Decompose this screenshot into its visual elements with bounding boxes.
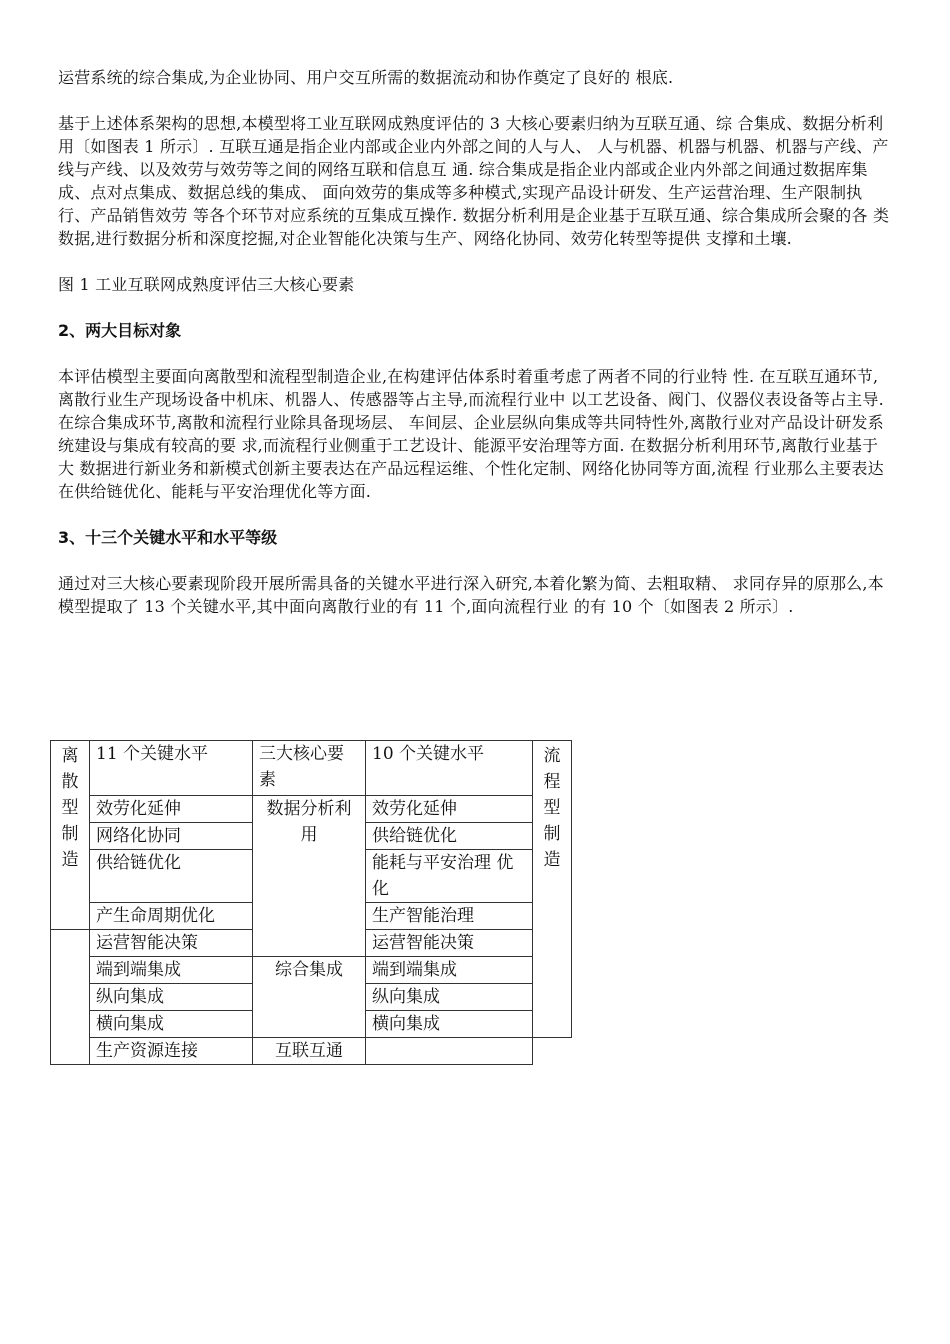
core-cell: 数据分析利用	[253, 796, 366, 957]
section-heading: 3、十三个关键水平和水平等级	[58, 528, 278, 547]
process-cell: 横向集成	[366, 1011, 533, 1038]
section-heading: 2、两大目标对象	[58, 321, 182, 340]
discrete-cell: 网络化协同	[90, 823, 253, 850]
discrete-cell: 横向集成	[90, 1011, 253, 1038]
process-cell: 纵向集成	[366, 984, 533, 1011]
discrete-cell: 效劳化延伸	[90, 796, 253, 823]
process-cell: 供给链优化	[366, 823, 533, 850]
capability-table	[50, 740, 572, 1065]
paragraph: 基于上述体系架构的思想,本模型将工业互联网成熟度评估的 3 大核心要素归纳为互联互通、综 合集成、数据分析利用〔如图表 1 所示〕. 互联互通是指企业内部或企业内外部之间的人与人、 人与机器、机器与机器、机器与产线、产线与产线、以及效劳与效劳等之间的网络互联和信息互 通. 综合集成是指企业内部或企业内外部之间通过数据库集成、点对点集成、数据总线的集成、 面向效劳的集成等多种模式,实现产品设计研发、生产运营治理、生产限制执行、产品销售效劳 等各个环节对应系统的互集成互操作. 数据分析利用是企业基于互联互通、综合集成所会聚的各 类数据,进行数据分析和深度挖掘,对企业智能化决策与生产、网络化协同、效劳化转型等提供 支撑和土壤.	[58, 114, 890, 248]
discrete-cell: 产生命周期优化	[90, 903, 253, 930]
paragraph: 通过对三大核心要素现阶段开展所需具备的关键水平进行深入研究,本着化繁为简、去粗取精、 求同存异的原那么,本模型提取了 13 个关键水平,其中面向离散行业的有 11 个,面向流程行业 的有 10 个〔如图表 2 所示〕.	[58, 574, 884, 616]
process-cell: 运营智能决策	[366, 930, 533, 957]
process-cell: 端到端集成	[366, 957, 533, 984]
discrete-cell: 运营智能决策	[90, 930, 253, 957]
left-side-continuation	[51, 930, 90, 1065]
header-cell: 10 个关键水平	[366, 741, 533, 796]
left-side-label: 离散型制造	[51, 741, 90, 930]
discrete-cell: 生产资源连接	[90, 1038, 253, 1065]
core-cell: 互联互通	[253, 1038, 366, 1065]
header-cell: 11 个关键水平	[90, 741, 253, 796]
figure-caption: 图 1 工业互联网成熟度评估三大核心要素	[58, 275, 355, 294]
process-cell: 能耗与平安治理 优化	[366, 850, 533, 903]
right-side-label: 流程型制造	[533, 741, 572, 1038]
discrete-cell: 纵向集成	[90, 984, 253, 1011]
discrete-cell: 端到端集成	[90, 957, 253, 984]
paragraph: 本评估模型主要面向离散型和流程型制造企业,在构建评估体系时着重考虑了两者不同的行业特 性. 在互联互通环节,离散行业生产现场设备中机床、机器人、传感器等占主导,而流程行业中 以工艺设备、阀门、仪器仪表设备等占主导. 在综合集成环节,离散和流程行业除具备现场层、 车间层、企业层纵向集成等共同特性外,离散行业对产品设计研发系统建设与集成有较高的要 求,而流程行业侧重于工艺设计、能源平安治理等方面. 在数据分析利用环节,离散行业基于大 数据进行新业务和新模式创新主要表达在产品远程运维、个性化定制、网络化协同等方面,流程 行业那么主要表达在供给链优化、能耗与平安治理优化等方面.	[58, 367, 884, 501]
process-cell	[366, 1038, 533, 1065]
header-cell: 三大核心要素	[253, 741, 366, 796]
paragraph: 运营系统的综合集成,为企业协同、用户交互所需的数据流动和协作奠定了良好的 根底.	[58, 68, 674, 87]
core-cell: 综合集成	[253, 957, 366, 1038]
process-cell: 效劳化延伸	[366, 796, 533, 823]
process-cell: 生产智能治理	[366, 903, 533, 930]
discrete-cell: 供给链优化	[90, 850, 253, 903]
document-body	[58, 66, 894, 618]
